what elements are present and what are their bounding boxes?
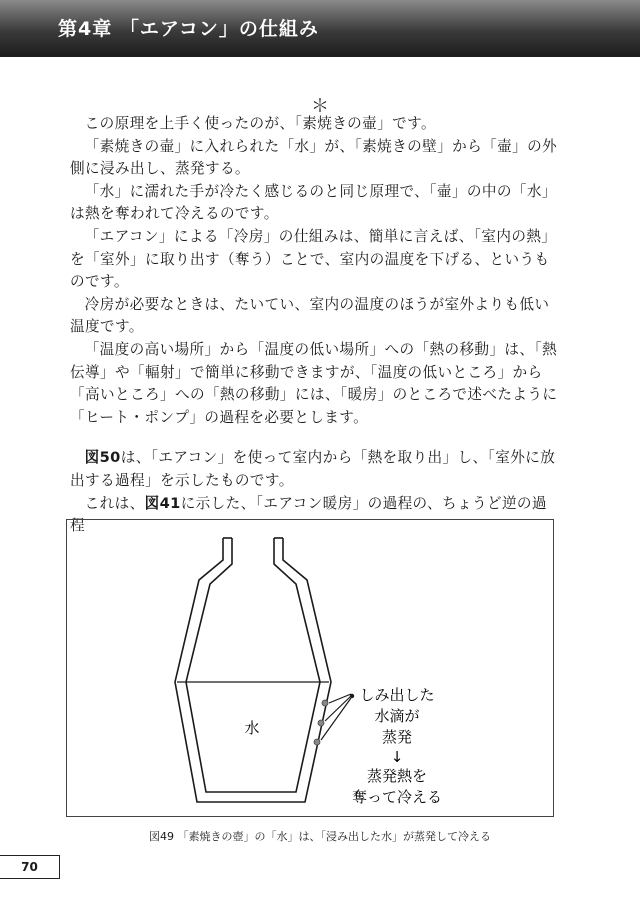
paragraph: 「温度の高い場所」から「温度の低い場所」への「熱の移動」は、「熱伝導」や「輻射」で簡単に移動できますが、「温度の低いところ」から「高いところ」への「熱の移動」には、「暖房」のところで述べたように「ヒート・ポンプ」の過程を必要とします。 — [70, 340, 558, 426]
paragraph: 「エアコン」による「冷房」の仕組みは、簡単に言えば、「室内の熱」を「室外」に取り出す（奪う）ことで、室内の温度を下げる、というものです。 — [70, 227, 557, 291]
chapter-title: 第4章 「エアコン」の仕組み — [58, 18, 319, 40]
annotation-line: 蒸発 — [381, 728, 413, 746]
annotation-line: 水滴が — [374, 707, 420, 725]
paragraph: 「素焼きの壷」に入れられた「水」が、「素焼きの壁」から「壷」の外側に浸み出し、蒸発する。 — [70, 137, 558, 178]
figure-49 — [66, 519, 554, 817]
annotation-line: しみ出した — [359, 686, 435, 704]
annotation-line: 蒸発熱を — [366, 767, 428, 785]
clay-pot-diagram — [67, 520, 553, 816]
paragraph: 冷房が必要なときは、たいてい、室内の温度のほうが室外よりも低い温度です。 — [70, 295, 550, 336]
paragraph-text: これは、 — [84, 494, 145, 512]
pot-outer-wall — [175, 538, 331, 802]
body-text — [70, 113, 560, 538]
section-separator: ＊ — [311, 96, 329, 117]
paragraph-text: は、「エアコン」を使って室内から「熱を取り出」し、「室外に放出する過程」を示したものです。 — [70, 449, 556, 489]
water-label: 水 — [244, 719, 260, 737]
paragraph-text: に示した、「エアコン暖房」の過程の、ちょうど逆の過程 — [70, 494, 547, 535]
water-droplet — [314, 739, 320, 745]
pot-inner-wall — [186, 538, 320, 792]
figure-reference: 図50 — [84, 449, 121, 467]
annotation-arrow-glyph: ↓ — [390, 748, 404, 766]
annotation-line: 奪って冷える — [351, 788, 443, 806]
figure-caption: 図49 「素焼きの壺」の「水」は、「浸み出した水」が蒸発して冷える — [149, 830, 491, 843]
water-droplet — [318, 720, 324, 726]
water-droplet — [322, 700, 328, 706]
arrow-head-dot — [350, 694, 354, 698]
paragraph-figure-50 — [70, 447, 560, 492]
paragraph: 「水」に濡れた手が冷たく感じるのと同じ原理で、「壷」の中の「水」は熱を奪われて冷えるのです。 — [70, 182, 557, 223]
figure-reference: 図41 — [144, 494, 181, 512]
chapter-header-bar — [0, 0, 640, 57]
paragraph: この原理を上手く使ったのが、「素焼きの壷」です。 — [84, 115, 436, 132]
page-number: 70 — [0, 855, 60, 879]
